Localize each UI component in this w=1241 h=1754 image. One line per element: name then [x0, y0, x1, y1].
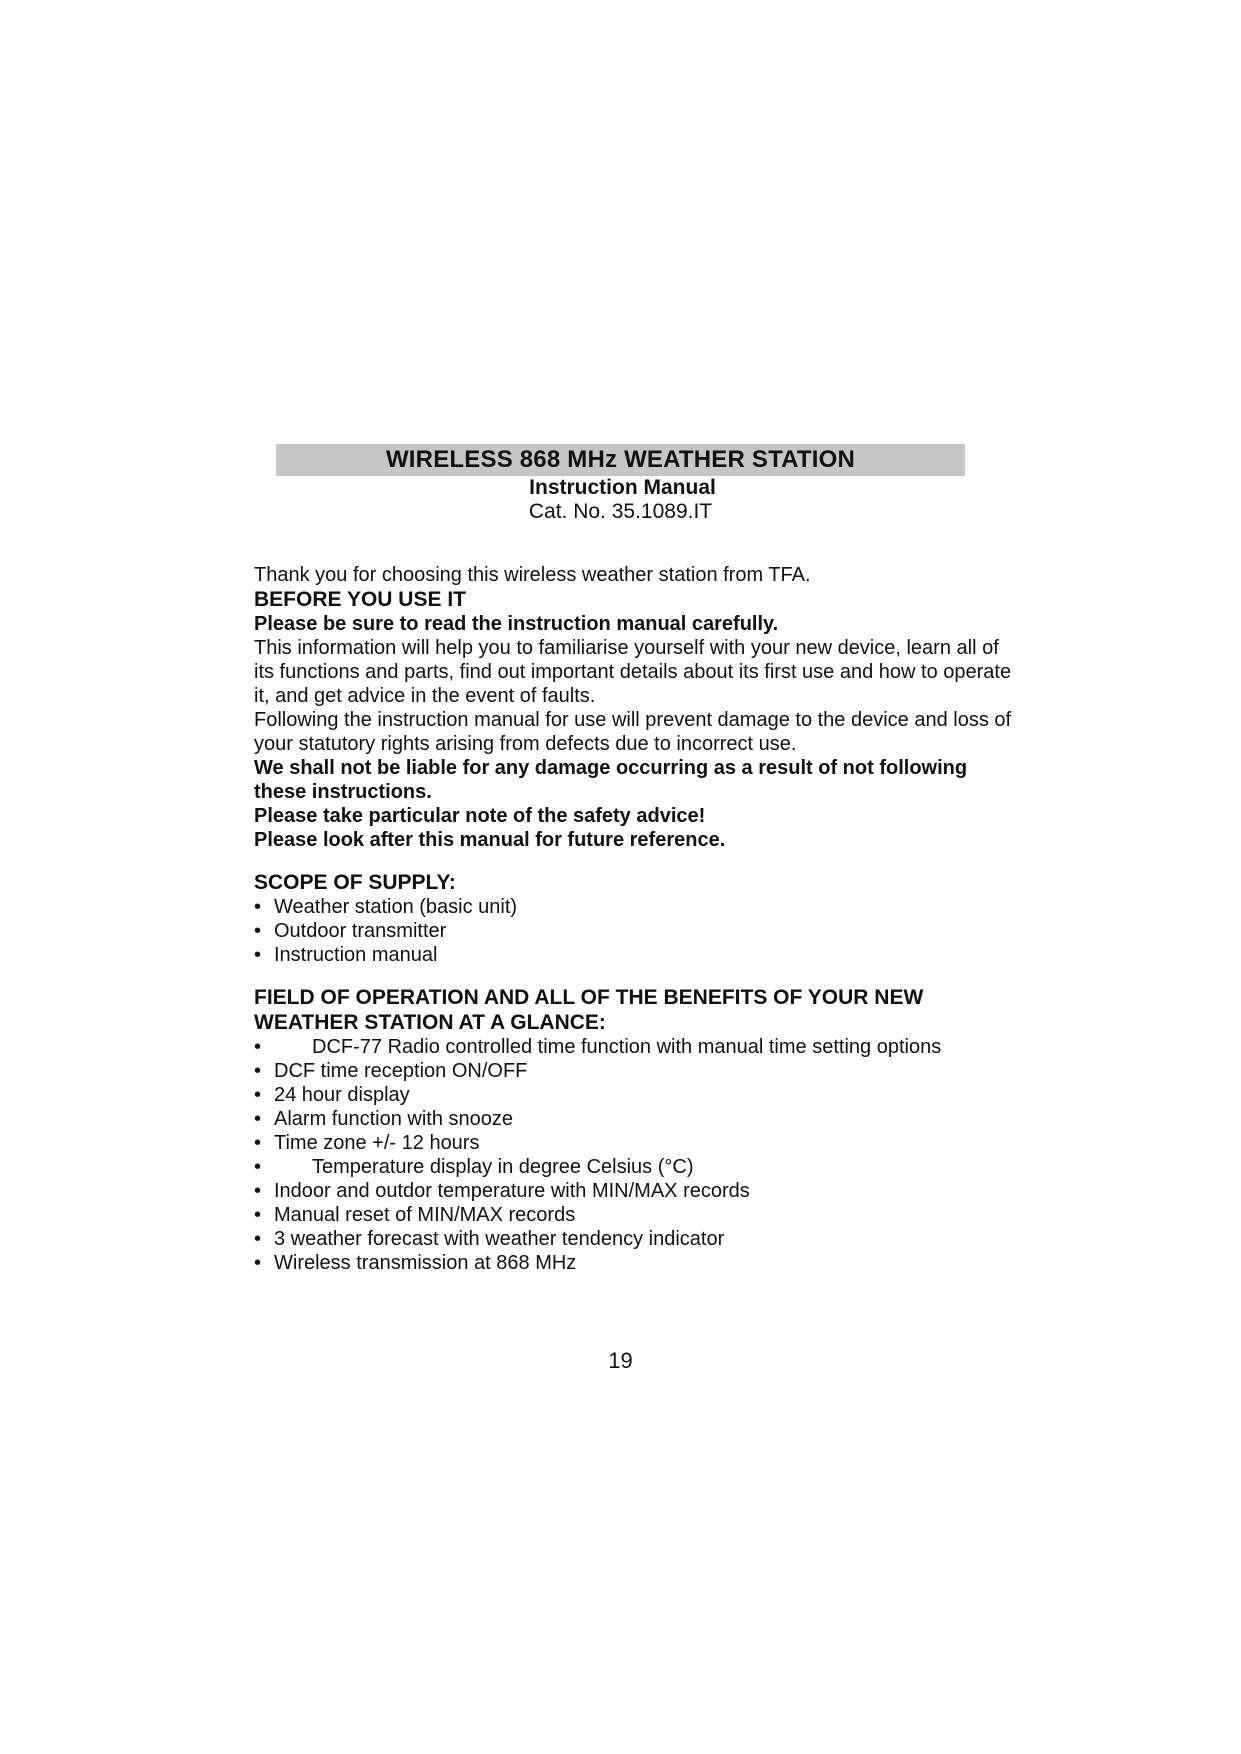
- intro-text: Thank you for choosing this wireless weather station from TFA.: [254, 564, 811, 586]
- list-item: • Manual reset of MIN/MAX records: [254, 1204, 576, 1226]
- list-item: • Outdoor transmitter: [254, 920, 447, 942]
- list-item: • Indoor and outdor temperature with MIN/MAX records: [254, 1180, 750, 1202]
- bullet-icon: •: [254, 1252, 262, 1274]
- list-item: • 24 hour display: [254, 1084, 410, 1106]
- list-item: • DCF-77 Radio controlled time function with manual time setting options: [254, 1036, 942, 1058]
- list-item: • Instruction manual: [254, 944, 438, 966]
- before-use-para-2: Following the instruction manual for use will prevent damage to the device and loss of your statutory rights arising from defects due to incorrect use.: [254, 709, 1012, 755]
- bullet-icon: •: [254, 920, 262, 942]
- document-body: [254, 563, 1014, 1293]
- document-subtitle: Instruction Manual: [529, 476, 716, 499]
- safety-note: Please take particular note of the safety advice!: [254, 805, 706, 827]
- scope-heading: SCOPE OF SUPPLY:: [254, 871, 456, 894]
- before-use-bold-lead: Please be sure to read the instruction manual carefully.: [254, 613, 779, 635]
- bullet-icon: •: [254, 1108, 262, 1130]
- bullet-icon: •: [254, 1204, 262, 1226]
- list-item: • Wireless transmission at 868 MHz: [254, 1252, 577, 1274]
- list-item: • DCF time reception ON/OFF: [254, 1060, 528, 1082]
- bullet-icon: •: [254, 1180, 262, 1202]
- before-use-para-1: This information will help you to familiarise yourself with your new device, learn all of its functions and parts, find out important details about its first use and how to operate it, and get advice in the event of faults.: [254, 637, 1012, 707]
- bullet-icon: •: [254, 1060, 262, 1082]
- bullet-icon: •: [254, 944, 262, 966]
- bullet-icon: •: [254, 1036, 262, 1058]
- catalog-number: Cat. No. 35.1089.IT: [528, 500, 713, 523]
- bullet-icon: •: [254, 896, 262, 918]
- scope-section: [254, 870, 1014, 967]
- features-list: [254, 1035, 1014, 1275]
- page-number: 19: [608, 1348, 633, 1373]
- before-use-heading: BEFORE YOU USE IT: [254, 588, 466, 611]
- bullet-icon: •: [254, 1132, 262, 1154]
- liability-note: We shall not be liable for any damage occurring as a result of not following these instructions.: [254, 757, 968, 803]
- features-section: [254, 985, 1014, 1275]
- keep-manual-note: Please look after this manual for future reference.: [254, 829, 726, 851]
- scope-list: [254, 895, 1014, 967]
- features-heading: FIELD OF OPERATION AND ALL OF THE BENEFITS OF YOUR NEW WEATHER STATION AT A GLANCE:: [254, 986, 924, 1034]
- list-item: • 3 weather forecast with weather tendency indicator: [254, 1228, 725, 1250]
- list-item: • Time zone +/- 12 hours: [254, 1132, 480, 1154]
- before-use-section: [254, 587, 1014, 852]
- list-item: • Alarm function with snooze: [254, 1108, 514, 1130]
- document-title: WIRELESS 868 MHz WEATHER STATION: [385, 446, 856, 473]
- list-item: • Temperature display in degree Celsius (°C): [254, 1156, 694, 1178]
- list-item: • Weather station (basic unit): [254, 896, 518, 918]
- title-bar: [276, 444, 965, 476]
- bullet-icon: •: [254, 1156, 262, 1178]
- bullet-icon: •: [254, 1084, 262, 1106]
- bullet-icon: •: [254, 1228, 262, 1250]
